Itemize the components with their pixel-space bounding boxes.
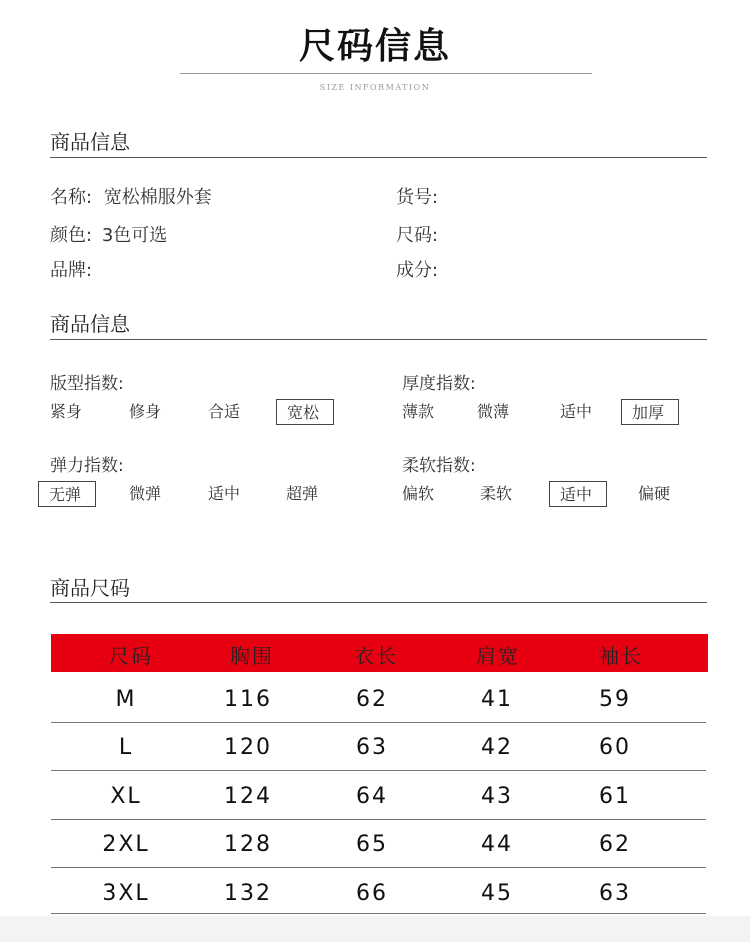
elasticity-option-selected: 无弹	[38, 481, 96, 507]
softness-option: 偏软	[402, 484, 435, 503]
table-cell-chest: 116	[224, 687, 272, 712]
color-label: 颜色:	[50, 225, 93, 246]
elasticity-option: 适中	[208, 484, 241, 503]
material-label: 成分:	[396, 260, 439, 281]
softness-option: 柔软	[480, 484, 513, 503]
table-cell-size: 2XL	[102, 832, 150, 857]
fit-option-selected: 宽松	[276, 399, 334, 425]
table-cell-shoulder: 44	[481, 832, 513, 857]
column-header-chest: 胸围	[230, 644, 274, 668]
table-cell-size: 3XL	[102, 881, 150, 906]
table-cell-length: 65	[356, 832, 388, 857]
table-cell-chest: 120	[224, 735, 272, 760]
brand-label: 品牌:	[50, 260, 93, 281]
table-row-divider	[51, 913, 706, 914]
table-cell-sleeve: 60	[599, 735, 631, 760]
table-cell-chest: 124	[224, 784, 272, 809]
product-info-divider	[50, 157, 707, 158]
softness-index-label: 柔软指数:	[402, 456, 476, 476]
column-header-shoulder: 肩宽	[476, 644, 520, 668]
bottom-band	[0, 916, 750, 942]
item-no-label: 货号:	[396, 187, 439, 208]
table-cell-sleeve: 59	[599, 687, 631, 712]
thickness-option: 薄款	[402, 402, 435, 421]
table-row-divider	[51, 819, 706, 820]
name-value: 宽松棉服外套	[103, 187, 212, 208]
table-cell-size: XL	[110, 784, 142, 809]
table-cell-length: 62	[356, 687, 388, 712]
table-cell-sleeve: 63	[599, 881, 631, 906]
fit-option: 紧身	[50, 402, 83, 421]
indices-heading: 商品信息	[50, 312, 130, 336]
name-row	[50, 183, 212, 209]
page-title: 尺码信息	[298, 26, 451, 67]
table-cell-chest: 132	[224, 881, 272, 906]
table-cell-size: L	[118, 735, 134, 760]
indices-divider	[50, 339, 707, 340]
table-cell-shoulder: 41	[481, 687, 513, 712]
table-row-divider	[51, 722, 706, 723]
table-cell-length: 64	[356, 784, 388, 809]
fit-option: 合适	[208, 402, 241, 421]
thickness-option-selected: 加厚	[621, 399, 679, 425]
table-cell-shoulder: 43	[481, 784, 513, 809]
title-divider	[180, 73, 592, 74]
thickness-index-label: 厚度指数:	[402, 374, 476, 394]
product-info-heading: 商品信息	[50, 130, 130, 154]
column-header-size: 尺码	[109, 644, 153, 668]
column-header-length: 衣长	[354, 644, 398, 668]
softness-option-selected: 适中	[549, 481, 607, 507]
size-label: 尺码:	[396, 225, 439, 246]
table-cell-chest: 128	[224, 832, 272, 857]
table-cell-sleeve: 61	[599, 784, 631, 809]
thickness-option: 适中	[560, 402, 593, 421]
table-cell-size: M	[115, 687, 137, 712]
fit-index-label: 版型指数:	[50, 374, 124, 394]
fit-option: 修身	[129, 402, 162, 421]
table-cell-shoulder: 42	[481, 735, 513, 760]
name-label: 名称:	[50, 187, 93, 208]
elasticity-option: 超弹	[286, 484, 319, 503]
color-value: 3色可选	[101, 225, 168, 246]
table-cell-shoulder: 45	[481, 881, 513, 906]
page-subtitle: SIZE INFORMATION	[319, 83, 431, 92]
thickness-option: 微薄	[477, 402, 510, 421]
table-cell-length: 63	[356, 735, 388, 760]
color-row	[50, 221, 167, 247]
table-cell-length: 66	[356, 881, 388, 906]
table-row-divider	[51, 867, 706, 868]
column-header-sleeve: 袖长	[599, 644, 643, 668]
elasticity-index-label: 弹力指数:	[50, 456, 124, 476]
elasticity-option: 微弹	[129, 484, 162, 503]
size-table-heading: 商品尺码	[50, 576, 130, 600]
table-cell-sleeve: 62	[599, 832, 631, 857]
softness-option: 偏硬	[638, 484, 671, 503]
size-table-divider	[50, 602, 707, 603]
table-row-divider	[51, 770, 706, 771]
